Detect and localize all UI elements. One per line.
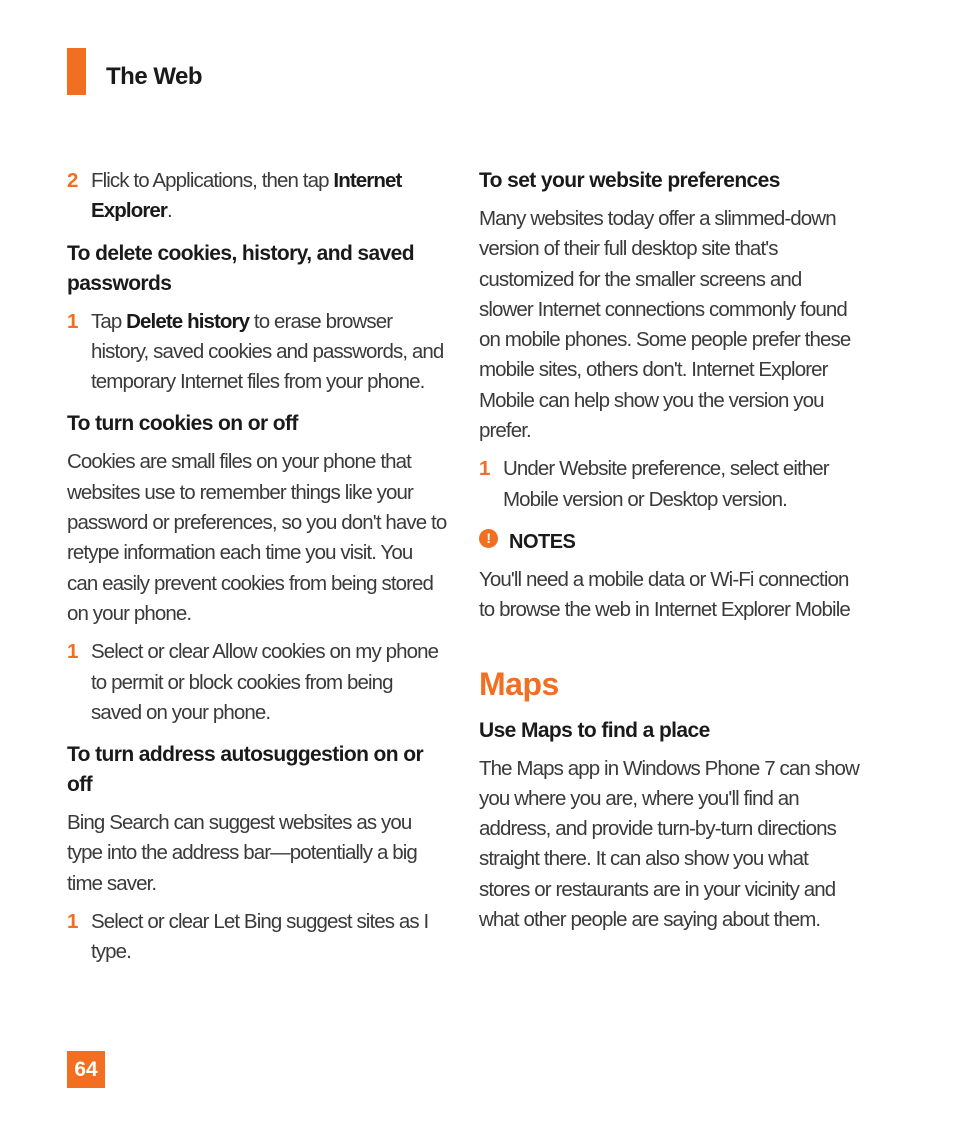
- paragraph-cookies: Cookies are small files on your phone that websites use to remember things like your password or preferences, so you don't have to retype information each time you visit. You can easily prevent cookies from being stored on your phone.: [67, 450, 447, 625]
- heading-delete-cookies: To delete cookies, history, and saved passwords: [67, 241, 414, 295]
- step-bing-suggest: 1 Select or clear Let Bing suggest sites as I type.: [67, 907, 447, 968]
- notes-label: NOTES: [509, 530, 576, 553]
- paragraph-autosuggestion: Bing Search can suggest websites as you type into the address bar—potentially a big time saver.: [67, 811, 417, 895]
- step-number: 1: [479, 457, 490, 481]
- ui-term-delete-history: Delete history: [126, 309, 250, 333]
- heading-find-place: Use Maps to find a place: [479, 718, 710, 742]
- exclamation-icon: !: [479, 529, 498, 548]
- heading-website-preferences: To set your website preferences: [479, 169, 780, 192]
- step-website-preference: 1 Under Website preference, select either Mobile version or Desktop version.: [479, 454, 859, 515]
- step-delete-history: 1 Tap Delete history to erase browser history, saved cookies and passwords, and temporary Internet files from your phone.: [67, 307, 447, 398]
- heading-cookies-toggle: To turn cookies on or off: [67, 412, 298, 436]
- ui-term-internet-explorer: Internet Explorer: [91, 169, 402, 223]
- paragraph-website-preferences: Many websites today offer a slimmed-down version of their full desktop site that's customized for the smaller screens and slower Internet connections commonly found on mobile phones. Some people prefer these mobile sites, others don't. Internet Explorer Mobile can help show you the version you prefer.: [479, 207, 851, 443]
- right-column: [479, 166, 859, 935]
- step-number: 1: [67, 309, 78, 333]
- step-allow-cookies: 1 Select or clear Allow cookies on my phone to permit or block cookies from being saved on your phone.: [67, 637, 447, 728]
- step-number: 1: [67, 640, 78, 664]
- section-color-bar: [67, 48, 86, 95]
- notes-text: You'll need a mobile data or Wi-Fi connection to browse the web in Internet Explorer Mobile: [479, 567, 850, 622]
- notes-heading: [479, 527, 859, 557]
- section-title: The Web: [106, 63, 203, 90]
- page-number: 64: [67, 1051, 105, 1088]
- step-number: 2: [67, 169, 78, 192]
- step-number: 1: [67, 910, 78, 934]
- heading-autosuggestion: To turn address autosuggestion on or off: [67, 743, 424, 797]
- paragraph-maps: The Maps app in Windows Phone 7 can show you where you are, where you'll find an address, and provide turn-by-turn directions straight there. It can also show you what stores or restaurants are in your vicinity and what other people are saying about them.: [479, 756, 859, 932]
- left-column: [67, 166, 447, 968]
- step-open-explorer: 2 Flick to Applications, then tap Internet Explorer.: [67, 166, 447, 227]
- section-title-maps: Maps: [479, 665, 559, 702]
